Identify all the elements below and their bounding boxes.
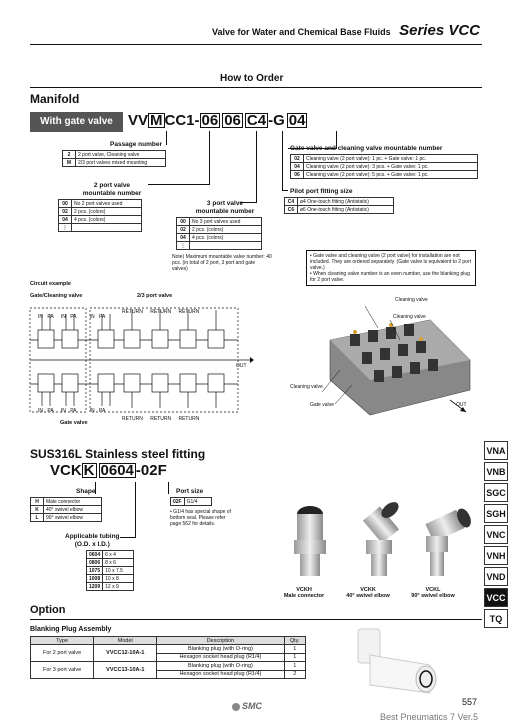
fitting-desc: Male connector xyxy=(283,593,325,599)
label-in: IN xyxy=(60,314,66,320)
two-port-desc xyxy=(72,224,142,232)
two-port-key: 02 xyxy=(59,208,72,216)
leader-line xyxy=(282,190,288,191)
sus-code-tubing: 0604 xyxy=(100,462,134,479)
gate-table xyxy=(290,154,478,179)
three-port-desc xyxy=(190,242,262,250)
header-series: Series VCC xyxy=(399,22,480,39)
row-qty: 1 xyxy=(284,653,306,662)
tubing-key: 1075 xyxy=(87,567,103,575)
blanking-plug-illustration xyxy=(340,625,450,697)
label-return: RETURN xyxy=(122,416,143,422)
passage-desc: 2 port valve, Cleaning valve xyxy=(76,151,166,159)
label-in: IN xyxy=(89,408,95,414)
tubing-key: 0806 xyxy=(87,559,103,567)
leader-line xyxy=(166,131,167,145)
label-in: IN xyxy=(38,408,43,414)
code-3port: 06 xyxy=(224,112,241,129)
label-return: RETURN xyxy=(150,309,172,315)
fitting-desc: 90° swivel elbow xyxy=(411,593,455,599)
label-in: IN xyxy=(89,314,95,320)
table-row xyxy=(291,163,478,171)
shape-desc: 90° swivel elbow xyxy=(44,514,102,522)
leader-line xyxy=(209,131,210,185)
footer-logo xyxy=(232,701,262,711)
tab-vnc[interactable]: VNC xyxy=(484,525,508,544)
tubing-title-1: Applicable tubing xyxy=(65,533,120,540)
row-model: VVCC13-10A-1 xyxy=(94,662,157,679)
label-return: RETURN xyxy=(178,416,200,422)
row-desc: Hexagon socket head plug (R1/4) xyxy=(157,670,284,679)
sus-code xyxy=(50,462,167,480)
table-row xyxy=(285,206,394,214)
header-rule xyxy=(30,44,482,45)
tubing-key: 1008 xyxy=(87,575,103,583)
shape-table xyxy=(30,497,102,522)
table-row xyxy=(87,583,134,591)
shape-desc: 40° swivel elbow xyxy=(44,506,102,514)
tubing-key: 1209 xyxy=(87,583,103,591)
manifold-code xyxy=(128,112,307,130)
table-row xyxy=(177,226,262,234)
circuit-gate-cleaning: Gate/Cleaning valve xyxy=(30,293,83,299)
tubing-desc: 10 x 7.5 xyxy=(103,567,134,575)
label-in: IN xyxy=(38,314,43,320)
port-table xyxy=(170,497,212,506)
leader-line xyxy=(256,131,257,203)
row-type: For 3 port valve xyxy=(31,662,94,679)
row-type: For 2 port valve xyxy=(31,645,94,662)
tab-sgh[interactable]: SGH xyxy=(484,504,508,523)
row-desc: Blanking plug (with O-ring) xyxy=(157,662,284,671)
label-in: IN xyxy=(60,408,66,414)
leader-line xyxy=(135,482,136,538)
col-model: Model xyxy=(94,637,157,645)
shape-key: H xyxy=(31,498,44,506)
leader-line xyxy=(168,482,169,494)
three-port-title-2: mountable number xyxy=(195,208,255,215)
three-port-desc: No 3 port valves used xyxy=(190,218,262,226)
passage-table xyxy=(62,150,166,167)
table-row xyxy=(177,242,262,250)
table-row xyxy=(87,559,134,567)
pilot-desc: ø4 One-touch fitting (Antistatic) xyxy=(298,198,394,206)
label-pa: PA xyxy=(47,314,54,320)
gate-desc: Cleaning valve (2 port valve): 3 pcs. + Gate valve: 1 pc. xyxy=(304,163,478,171)
circuit-two-three: 2/3 port valve xyxy=(137,293,173,299)
header xyxy=(180,22,480,40)
label-return: RETURN xyxy=(122,309,143,315)
port-title: Port size xyxy=(176,488,204,495)
sus-code-vck: VCK xyxy=(50,462,82,479)
label-pa: PA xyxy=(99,408,106,414)
table-header-row xyxy=(31,637,306,645)
table-row xyxy=(31,506,102,514)
tab-sgc[interactable]: SGC xyxy=(484,483,508,502)
row-qty: 2 xyxy=(284,670,306,679)
table-row xyxy=(59,208,142,216)
tab-vnh[interactable]: VNH xyxy=(484,546,508,565)
row-desc: Hexagon socket head plug (R1/4) xyxy=(157,653,284,662)
port-desc: G1/4 xyxy=(184,498,211,506)
code-cc1: CC1- xyxy=(164,112,200,129)
code-passage: M xyxy=(150,112,163,129)
table-row xyxy=(291,171,478,179)
fittings-illustration xyxy=(278,502,478,584)
fitting-desc: 40° swivel elbow xyxy=(346,593,390,599)
two-port-desc: 4 pcs. (colors) xyxy=(72,216,142,224)
photo-cleaning-2: Cleaning valve xyxy=(393,314,426,320)
circuit-out: OUT xyxy=(236,363,247,369)
option-table xyxy=(30,636,306,679)
shape-key: K xyxy=(31,506,44,514)
label-pa: PA xyxy=(70,408,77,414)
fitting-vckk xyxy=(340,587,396,599)
leader-line xyxy=(120,537,136,538)
leader-line xyxy=(148,184,210,185)
circuit-labels-bottom xyxy=(38,408,105,414)
pilot-key: C6 xyxy=(285,206,298,214)
three-port-title xyxy=(180,200,270,216)
header-subtitle: Valve for Water and Chemical Base Fluids xyxy=(211,27,391,37)
note-1: • Gate valve and cleaning valve (2 port valve) for installation are not included. They are ordered separately. (Gate valve is equivalent to 2 port valve.) xyxy=(310,253,472,271)
pilot-title: Pilot port fitting size xyxy=(290,188,353,195)
row-model: VVCC12-10A-1 xyxy=(94,645,157,662)
col-description: Description xyxy=(157,637,284,645)
circuit-title: Circuit example xyxy=(30,281,71,287)
table-row xyxy=(87,551,134,559)
gate-key: 04 xyxy=(291,163,304,171)
shape-desc: Male connector xyxy=(44,498,102,506)
tubing-desc: 8 x 6 xyxy=(103,559,134,567)
shape-key: L xyxy=(31,514,44,522)
gate-desc: Cleaning valve (2 port valve): 1 pc. + Gate valve: 1 pc. xyxy=(304,155,478,163)
circuit-return-bottom xyxy=(122,416,199,422)
label-pa: PA xyxy=(47,408,54,414)
shape-title: Shape xyxy=(76,488,96,495)
how-to-order-title: How to Order xyxy=(220,73,284,84)
table-row xyxy=(285,198,394,206)
manifold-heading: Manifold xyxy=(30,92,80,106)
max-note: Note) Maximum mountable valve number: 40 pcs. (in total of 2 port, 3 port and gate valves) xyxy=(172,254,272,272)
table-row xyxy=(87,567,134,575)
label-pa: PA xyxy=(99,314,106,320)
port-key: 02F xyxy=(171,498,185,506)
table-row xyxy=(63,151,166,159)
two-port-table xyxy=(58,199,142,232)
circuit-labels-top xyxy=(38,314,105,320)
table-row xyxy=(177,234,262,242)
tubing-title-2: (O.D. x I.D.) xyxy=(74,541,110,548)
tubing-title xyxy=(65,533,120,549)
smc-logo-icon xyxy=(232,703,240,711)
row-desc: Blanking plug (with O-ring) xyxy=(157,645,284,654)
label-pa: PA xyxy=(70,314,77,320)
passage-desc: 2/3 port valves mixed mounting xyxy=(76,159,166,167)
two-port-title xyxy=(67,182,157,198)
note-2: • When cleaning valve number is an even number, use the blanking plug for 2 port valve. xyxy=(310,271,470,283)
two-port-title-1: 2 port valve xyxy=(93,182,131,189)
table-row xyxy=(171,498,212,506)
sus-code-shape: K xyxy=(83,462,95,479)
three-port-key: 04 xyxy=(177,234,190,242)
table-row xyxy=(31,498,102,506)
code-vv: VV xyxy=(128,112,149,129)
photo-cleaning-1: Cleaning valve xyxy=(395,297,428,303)
circuit-return-top xyxy=(122,309,199,315)
table-row xyxy=(63,159,166,167)
table-row xyxy=(59,200,142,208)
fitting-name: VCKH xyxy=(296,587,312,593)
page-number: 557 xyxy=(462,697,478,707)
photo-gate: Gate valve xyxy=(310,402,334,408)
fitting-vckh xyxy=(280,587,328,599)
label-return: RETURN xyxy=(178,309,200,315)
manifold-badge: With gate valve xyxy=(30,112,123,132)
option-rule xyxy=(30,619,482,620)
circuit-gate-valve: Gate valve xyxy=(60,420,88,426)
photo-cleaning-3: Cleaning valve xyxy=(290,384,323,390)
leader-line xyxy=(282,131,283,191)
row-qty: 1 xyxy=(284,662,306,671)
table-row xyxy=(31,514,102,522)
three-port-key: 00 xyxy=(177,218,190,226)
tab-vna[interactable]: VNA xyxy=(484,441,508,460)
footer-brand: Best Pneumatics 7 Ver.5 xyxy=(380,712,479,722)
two-port-key: ⋮ xyxy=(59,224,72,232)
three-port-table xyxy=(176,217,262,250)
footer-logo-text: SMC xyxy=(242,701,262,711)
two-port-key: 04 xyxy=(59,216,72,224)
code-gate: 04 xyxy=(288,112,306,129)
code-2port: 06 xyxy=(201,112,219,129)
photo-out: OUT xyxy=(456,402,467,408)
table-row xyxy=(31,662,306,671)
two-port-title-2: mountable number xyxy=(82,190,142,197)
two-port-desc: No 2 port valves used xyxy=(72,200,142,208)
tubing-desc: 6 x 4 xyxy=(103,551,134,559)
code-pilot: C4 xyxy=(246,112,267,129)
tubing-table xyxy=(86,550,134,591)
sus-heading: SUS316L Stainless steel fitting xyxy=(30,447,206,461)
manifold-illustration xyxy=(290,300,480,430)
passage-key: 2 xyxy=(63,151,76,159)
gate-key: 06 xyxy=(291,171,304,179)
fitting-name: VCKL xyxy=(425,587,441,593)
two-port-key: 00 xyxy=(59,200,72,208)
tubing-desc: 12 x 9 xyxy=(103,583,134,591)
fitting-name: VCKK xyxy=(360,587,376,593)
gate-title: Gate valve and cleaning valve mountable number xyxy=(290,145,443,152)
table-row xyxy=(291,155,478,163)
col-qty: Qty. xyxy=(284,637,306,645)
gate-key: 02 xyxy=(291,155,304,163)
port-note: • G1/4 has special shape of bottom seal. Please refer page 562 for details. xyxy=(170,509,231,527)
pilot-table xyxy=(284,197,394,214)
passage-title: Passage number xyxy=(110,141,163,148)
code-g: -G xyxy=(268,112,285,129)
tab-vnb[interactable]: VNB xyxy=(484,462,508,481)
label-return: RETURN xyxy=(150,416,172,422)
how-to-order-rule xyxy=(30,87,482,88)
table-row xyxy=(177,218,262,226)
three-port-desc: 4 pcs. (colors) xyxy=(190,234,262,242)
three-port-title-1: 3 port valve xyxy=(206,200,244,207)
notes-box xyxy=(306,250,476,286)
gate-desc: Cleaning valve (2 port valve): 5 pcs. + Gate valve: 1 pc. xyxy=(304,171,478,179)
table-row xyxy=(59,216,142,224)
table-row xyxy=(59,224,142,232)
table-row xyxy=(31,645,306,654)
pilot-key: C4 xyxy=(285,198,298,206)
series-tabs xyxy=(484,441,508,630)
sus-code-port: -02F xyxy=(135,462,167,479)
passage-key: M xyxy=(63,159,76,167)
three-port-key: 02 xyxy=(177,226,190,234)
two-port-desc: 2 pcs. (colors) xyxy=(72,208,142,216)
option-sub: Blanking Plug Assembly xyxy=(30,626,112,633)
three-port-desc: 2 pcs. (colors) xyxy=(190,226,262,234)
col-type: Type xyxy=(31,637,94,645)
row-qty: 1 xyxy=(284,645,306,654)
three-port-key: ⋮ xyxy=(177,242,190,250)
tubing-key: 0604 xyxy=(87,551,103,559)
fitting-vckl xyxy=(405,587,461,599)
tubing-desc: 10 x 8 xyxy=(103,575,134,583)
pilot-desc: ø6 One-touch fitting (Antistatic) xyxy=(298,206,394,214)
option-heading: Option xyxy=(30,604,66,616)
tab-tq[interactable]: TQ xyxy=(484,609,508,628)
tab-vnd[interactable]: VND xyxy=(484,567,508,586)
table-row xyxy=(87,575,134,583)
tab-vcc[interactable]: VCC xyxy=(484,588,508,607)
